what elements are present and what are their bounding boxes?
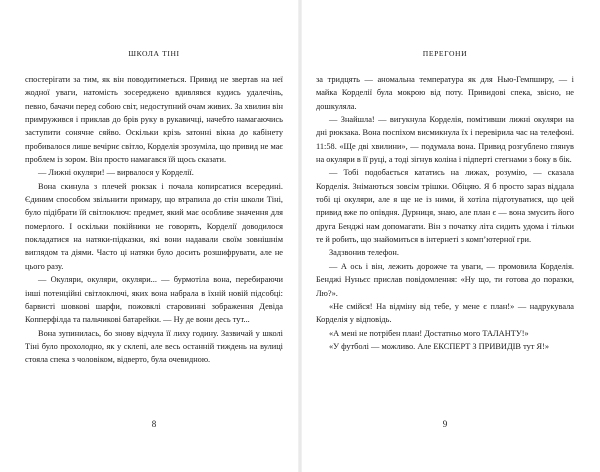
paragraph: Вона скинула з плечей рюкзак і почала копирсатися всередині. Єдиним способом звільнити примару, що втрапила до стін школи Тіні, було підібрати їй світлоключ: предмет, який має особливе значення для померлого. І оскільки покійники не говорять, Корделії доводилося покладатися на натяки-підказки, які вони надавали своїм зовнішнім виглядом та діями. Часто ці натяки було досить розшифрувати, але не цього разу. bbox=[25, 181, 283, 271]
body-text bbox=[316, 73, 574, 353]
body-text bbox=[25, 73, 283, 367]
paragraph: «А мені не потрібен план! Достатньо мого ТАЛАНТУ!» bbox=[329, 328, 529, 338]
paragraph: Задзвонив телефон. bbox=[329, 248, 399, 258]
running-head: ШКОЛА ТІНІ bbox=[128, 49, 180, 58]
paragraph: — Тобі подобається кататись на лижах, розумію, — сказала Корделія. Знімаються зовсім трішки. Обіцяю. Я б просто зараз віддала тобі ці окуляри, але я ще не із ними, й хотіла підготуватися, що цей привид вже по опівдня. Дурниця, знаю, але план є — вона змусить його друга Бенджі нам допомагати. Він з початку літа сидить удома і тільки те й робить, що знайомиться в інтернеті з компʼютерної гри. bbox=[316, 168, 574, 245]
running-head: ПЕРЕГОНИ bbox=[422, 49, 468, 58]
paragraph: — Знайшла! — вигукнула Корделія, помітивши лижні окуляри на дні рюкзака. Вона поспіхом висмикнула їх і перевірила час на телефоні. 11:58. «Ще дві хвилини», — подумала вона. Привид розгублено глянув на окуляри в її руці, а тоді зігнув коліна і підперті стегнами з боку в бік. bbox=[316, 115, 574, 165]
page-number: 9 bbox=[442, 419, 448, 429]
paragraph: — Лижні окуляри! — вирвалося у Корделії. bbox=[38, 168, 194, 178]
paragraph: «Не смійся! На відміну від тебе, у мене є план!» — надрукувала Корделія у відповідь. bbox=[316, 301, 574, 325]
paragraph: — Окуляри, окуляри, окуляри... — бурмотіла вона, перебираючи інші потенційні світлоключі, яких вона набрала в їхній новій підсобці: барвисті шовкові шарфи, пожовклі старовинні зображення Девіда Копперфілда та пальчикові батарейки. — Ну де вони десь тут... bbox=[25, 275, 283, 325]
book-gutter bbox=[298, 0, 302, 472]
paragraph: — А ось і він, лежить дорожче та уваги, — промовила Корделія. Бенджі Нуньєс прислав повідомлення: «Ну що, ти готова до поразки, Лю?». bbox=[316, 261, 574, 298]
paragraph: «У футболі — можливо. Але ЕКСПЕРТ З ПРИВИДІВ тут Я!» bbox=[329, 341, 550, 351]
left-page bbox=[25, 0, 283, 472]
page-number: 8 bbox=[151, 419, 157, 429]
paragraph: за тридцять — аномальна температура як для Нью-Гемпширу, — і майка Корделії була мокрою від поту. Привидові спека, звісно, не дошкуляла. bbox=[316, 75, 574, 111]
right-page bbox=[316, 0, 574, 472]
paragraph: спостерігати за тим, як він поводитиметься. Привид не звертав на неї жодної уваги, натомість зосереджено вдивлявся кудись удалечінь, певно, бачачи перед собою світ, недоступний очам живих. За хвилин він примружився і приклав до брів руку в рукавичці, начебто намагаючись заступити сонячне сяйво. Оскільки крізь затонні вікна до кабінету пробивалося лише вечірнє світло, Корделія зрозуміла, що привид не має проблем із зором. Він просто намагався їй щось сказати. bbox=[25, 75, 283, 165]
paragraph: Вона зупинилась, бо знову відчула її лиху годину. Зазвичай у школі Тіні було прохолодно, як у склепі, але весь останній тиждень на вулиці стояла спека з чоловіком, відверто, була очевидною. bbox=[25, 328, 283, 365]
